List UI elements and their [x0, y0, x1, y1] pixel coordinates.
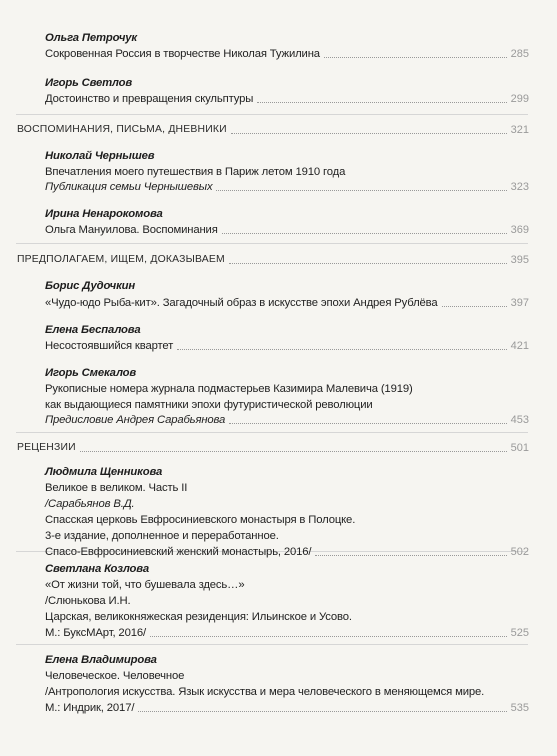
toc-entry-row — [0, 625, 557, 643]
page-number: 397 — [510, 297, 529, 309]
entry-divider — [16, 114, 528, 115]
author-name: Ирина Ненарокомова — [45, 208, 163, 220]
entry-divider — [16, 243, 528, 244]
page-number: 535 — [510, 702, 529, 714]
entry-title: Великое в великом. Часть II — [45, 482, 188, 494]
page-number: 502 — [510, 546, 529, 558]
entry-note: Публикация семьи Чернышевых — [45, 181, 213, 193]
entry-title: Ольга Мануилова. Воспоминания — [45, 224, 218, 236]
entry-title: 3-е издание, дополненное и переработанное. — [45, 530, 279, 542]
leader-dots — [442, 306, 507, 307]
entry-title: М.: Индрик, 2017/ — [45, 702, 135, 714]
toc-entry-row — [0, 46, 557, 64]
section-title: РЕЦЕНЗИИ — [17, 442, 76, 453]
leader-dots — [177, 349, 506, 350]
leader-dots — [324, 57, 507, 58]
section-heading-row — [0, 252, 557, 270]
author-name: Людмила Щенникова — [45, 466, 163, 478]
author-name: Елена Беспалова — [45, 324, 141, 336]
leader-dots — [222, 233, 507, 234]
entry-divider — [16, 644, 528, 645]
entry-title: /Антропология искусства. Язык искусства и мера человеческого в меняющемся мире. — [45, 686, 485, 698]
author-name: Игорь Светлов — [45, 77, 133, 89]
leader-dots — [257, 102, 506, 103]
leader-dots — [80, 451, 507, 452]
leader-dots — [216, 190, 506, 191]
toc-entry-row — [0, 412, 557, 430]
toc-entry-row — [0, 544, 557, 562]
page-number: 321 — [510, 124, 529, 136]
toc-entry-row — [0, 179, 557, 197]
toc-entry-row — [0, 700, 557, 718]
entry-title: /Слюнькова И.Н. — [45, 595, 131, 607]
page-number: 369 — [510, 224, 529, 236]
entry-title: Царская, великокняжеская резиденция: Ильинское и Усово. — [45, 611, 352, 623]
page-number: 285 — [510, 48, 529, 60]
toc-entry-row — [0, 295, 557, 313]
page-number: 453 — [510, 414, 529, 426]
entry-title: как выдающиеся памятники эпохи футуристической революции — [45, 399, 373, 411]
toc-entry-row — [0, 338, 557, 356]
page-number: 421 — [510, 340, 529, 352]
toc-entry-row — [0, 91, 557, 109]
section-heading-row — [0, 122, 557, 140]
entry-title: М.: БуксМАрт, 2016/ — [45, 627, 146, 639]
entry-title: Сокровенная Россия в творчестве Николая Тужилина — [45, 48, 320, 60]
entry-title: Спасская церковь Евфросиниевского монастыря в Полоцке. — [45, 514, 356, 526]
toc-entry-row — [0, 222, 557, 240]
entry-note: /Сарабьянов В.Д. — [45, 498, 135, 510]
page-number: 323 — [510, 181, 529, 193]
entry-title: Человеческое. Человечное — [45, 670, 185, 682]
page-number: 501 — [510, 442, 529, 454]
section-heading-row — [0, 440, 557, 458]
author-name: Борис Дудочкин — [45, 280, 136, 292]
page-number: 395 — [510, 254, 529, 266]
toc-entry-row — [0, 278, 557, 296]
page-number: 525 — [510, 627, 529, 639]
entry-title: Рукописные номера журнала подмастерьев Казимира Малевича (1919) — [45, 383, 413, 395]
entry-title: Достоинство и превращения скульптуры — [45, 93, 254, 105]
leader-dots — [150, 636, 507, 637]
author-name: Светлана Козлова — [45, 563, 149, 575]
author-name: Елена Владимирова — [45, 654, 157, 666]
leader-dots — [138, 711, 506, 712]
entry-title: Впечатления моего путешествия в Париж летом 1910 года — [45, 166, 346, 178]
leader-dots — [231, 133, 507, 134]
entry-title: Спасо-Евфросиниевский женский монастырь, 2016/ — [45, 546, 312, 558]
section-title: ВОСПОМИНАНИЯ, ПИСЬМА, ДНЕВНИКИ — [17, 124, 227, 135]
entry-title: Несостоявшийся квартет — [45, 340, 174, 352]
entry-divider — [16, 432, 528, 433]
author-name: Николай Чернышев — [45, 150, 155, 162]
entry-note: Предисловие Андрея Сарабьянова — [45, 414, 226, 426]
leader-dots — [315, 555, 506, 556]
entry-title: «Чудо-юдо Рыба-кит». Загадочный образ в искусстве эпохи Андрея Рублёва — [45, 297, 438, 309]
leader-dots — [229, 263, 507, 264]
leader-dots — [229, 423, 506, 424]
author-name: Игорь Смекалов — [45, 367, 137, 379]
section-title: ПРЕДПОЛАГАЕМ, ИЩЕМ, ДОКАЗЫВАЕМ — [17, 254, 225, 265]
entry-title: «От жизни той, что бушевала здесь…» — [45, 579, 245, 591]
author-name: Ольга Петрочук — [45, 32, 138, 44]
page-number: 299 — [510, 93, 529, 105]
